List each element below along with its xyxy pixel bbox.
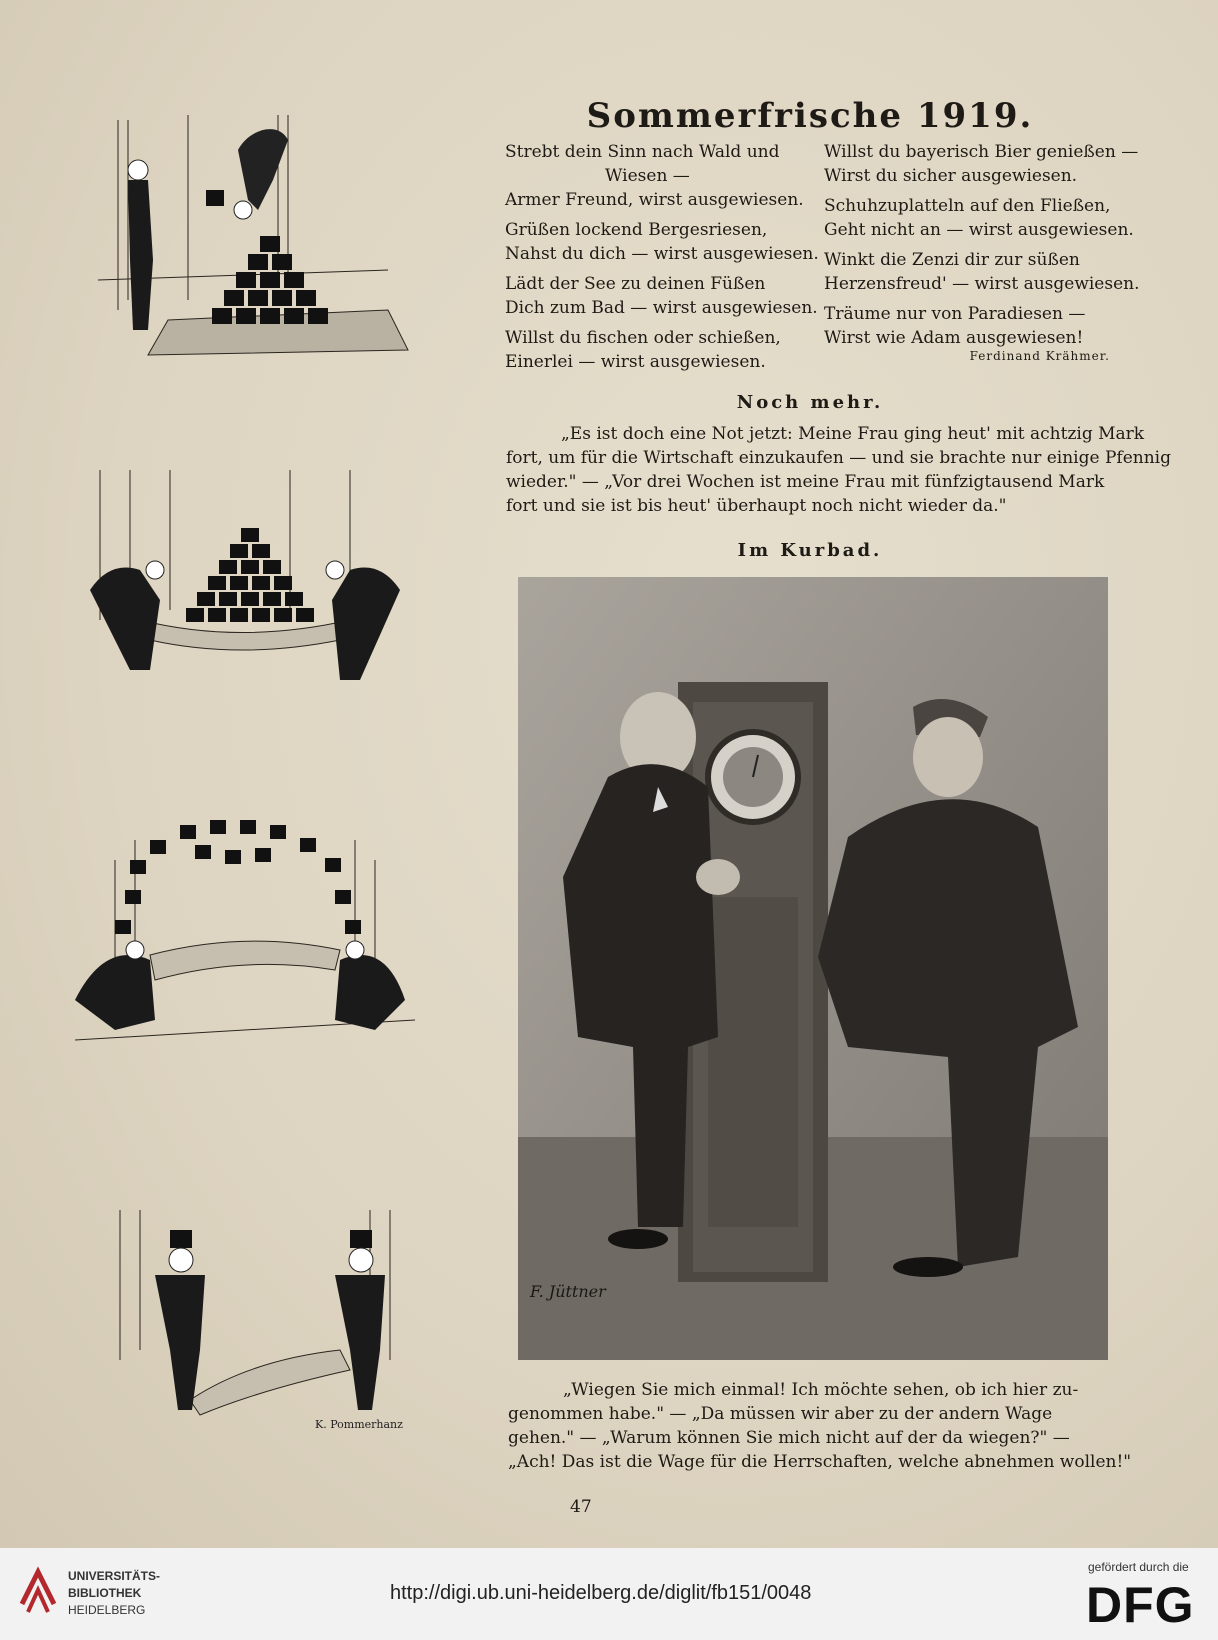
cartoon-panel-1 <box>88 110 418 370</box>
kurbad-caption <box>508 1378 1132 1474</box>
prose-line: „Es ist doch eine Not jetzt: Meine Frau ging heut' mit achtzig Mark <box>561 424 1145 444</box>
poem-line: Herzensfreud' — wirst ausgewiesen. <box>824 274 1140 294</box>
caption-line: „Wiegen Sie mich einmal! Ich möchte sehen, ob ich hier zu- <box>563 1380 1079 1400</box>
caption-line: „Ach! Das ist die Wage für die Herrschaften, welche abnehmen wollen!" <box>508 1452 1132 1472</box>
page-number: 47 <box>570 1497 592 1517</box>
poem-line: Willst du fischen oder schießen, <box>505 328 781 348</box>
illustration-signature: F. Jüttner <box>530 1282 606 1301</box>
caption-line: gehen." — „Warum können Sie mich nicht auf der da wiegen?" — <box>508 1428 1070 1448</box>
poem-left-column <box>505 140 819 380</box>
poem-line: Wirst du sicher ausgewiesen. <box>824 166 1078 186</box>
caption-line: genommen habe." — „Da müssen wir aber zu der andern Wage <box>508 1404 1053 1424</box>
kurbad-title: Im Kurbad. <box>737 540 883 561</box>
poem-line: Träume nur von Paradiesen — <box>824 304 1086 324</box>
prose-line: fort, um für die Wirtschaft einzukaufen — und sie brachte nur einige Pfennig <box>506 448 1171 468</box>
funded-by-label: gefördert durch die <box>1088 1560 1189 1574</box>
poem-line: Grüßen lockend Bergesriesen, <box>505 220 768 240</box>
poem-line: Einerlei — wirst ausgewiesen. <box>505 352 766 372</box>
noch-mehr-title: Noch mehr. <box>736 392 884 413</box>
poem-line: Strebt dein Sinn nach Wald und <box>505 142 780 162</box>
footer-bar <box>0 1548 1218 1640</box>
poem-stanza <box>824 140 1139 188</box>
poem-line: Dich zum Bad — wirst ausgewiesen. <box>505 298 818 318</box>
poem-stanza <box>824 302 1114 350</box>
poem-stanza <box>824 248 1140 296</box>
cartoon-panel-4 <box>100 1210 420 1430</box>
cartoon-panel-3 <box>55 820 435 1080</box>
noch-mehr-text <box>506 422 1171 518</box>
poem-stanza <box>505 140 805 212</box>
prose-line: fort und sie ist bis heut' überhaupt noch nicht wieder da." <box>506 496 1007 516</box>
dfg-logo[interactable]: DFG <box>1086 1577 1195 1633</box>
permalink-url[interactable]: http://digi.ub.uni-heidelberg.de/diglit/fb151/0048 <box>390 1582 812 1604</box>
poem-stanza <box>505 272 818 320</box>
poem-line: Willst du bayerisch Bier genießen — <box>824 142 1139 162</box>
library-line: BIBLIOTHEK <box>68 1586 142 1600</box>
poem-line: Schuhzuplatteln auf den Fließen, <box>824 196 1111 216</box>
university-library-logo-icon[interactable] <box>18 1564 58 1618</box>
poem-line: Wirst wie Adam ausgewiesen! <box>824 328 1084 348</box>
cartoon-panel-2 <box>70 470 430 710</box>
cartoon-signature: K. Pommerhanz <box>315 1418 403 1430</box>
poem-line: Nahst du dich — wirst ausgewiesen. <box>505 244 819 264</box>
library-line: HEIDELBERG <box>68 1603 146 1617</box>
poem-stanza <box>505 218 819 266</box>
poem-right-column <box>824 140 1140 356</box>
poem-stanza <box>824 194 1134 242</box>
poem-author: Ferdinand Krähmer. <box>969 349 1110 363</box>
prose-line: wieder." — „Vor drei Wochen ist meine Frau mit fünfzigtausend Mark <box>506 472 1105 492</box>
poem-line: Geht nicht an — wirst ausgewiesen. <box>824 220 1134 240</box>
poem-line: Winkt die Zenzi dir zur süßen <box>824 250 1080 270</box>
kurbad-illustration <box>518 577 1108 1360</box>
library-line: UNIVERSITÄTS- <box>68 1569 161 1583</box>
poem-line: Wiesen — <box>605 166 690 186</box>
poem-line: Armer Freund, wirst ausgewiesen. <box>505 190 804 210</box>
poem-title: Sommerfrische 1919. <box>586 96 1034 136</box>
library-name[interactable] <box>68 1568 160 1619</box>
poem-line: Lädt der See zu deinen Füßen <box>505 274 766 294</box>
poem-stanza <box>505 326 805 374</box>
